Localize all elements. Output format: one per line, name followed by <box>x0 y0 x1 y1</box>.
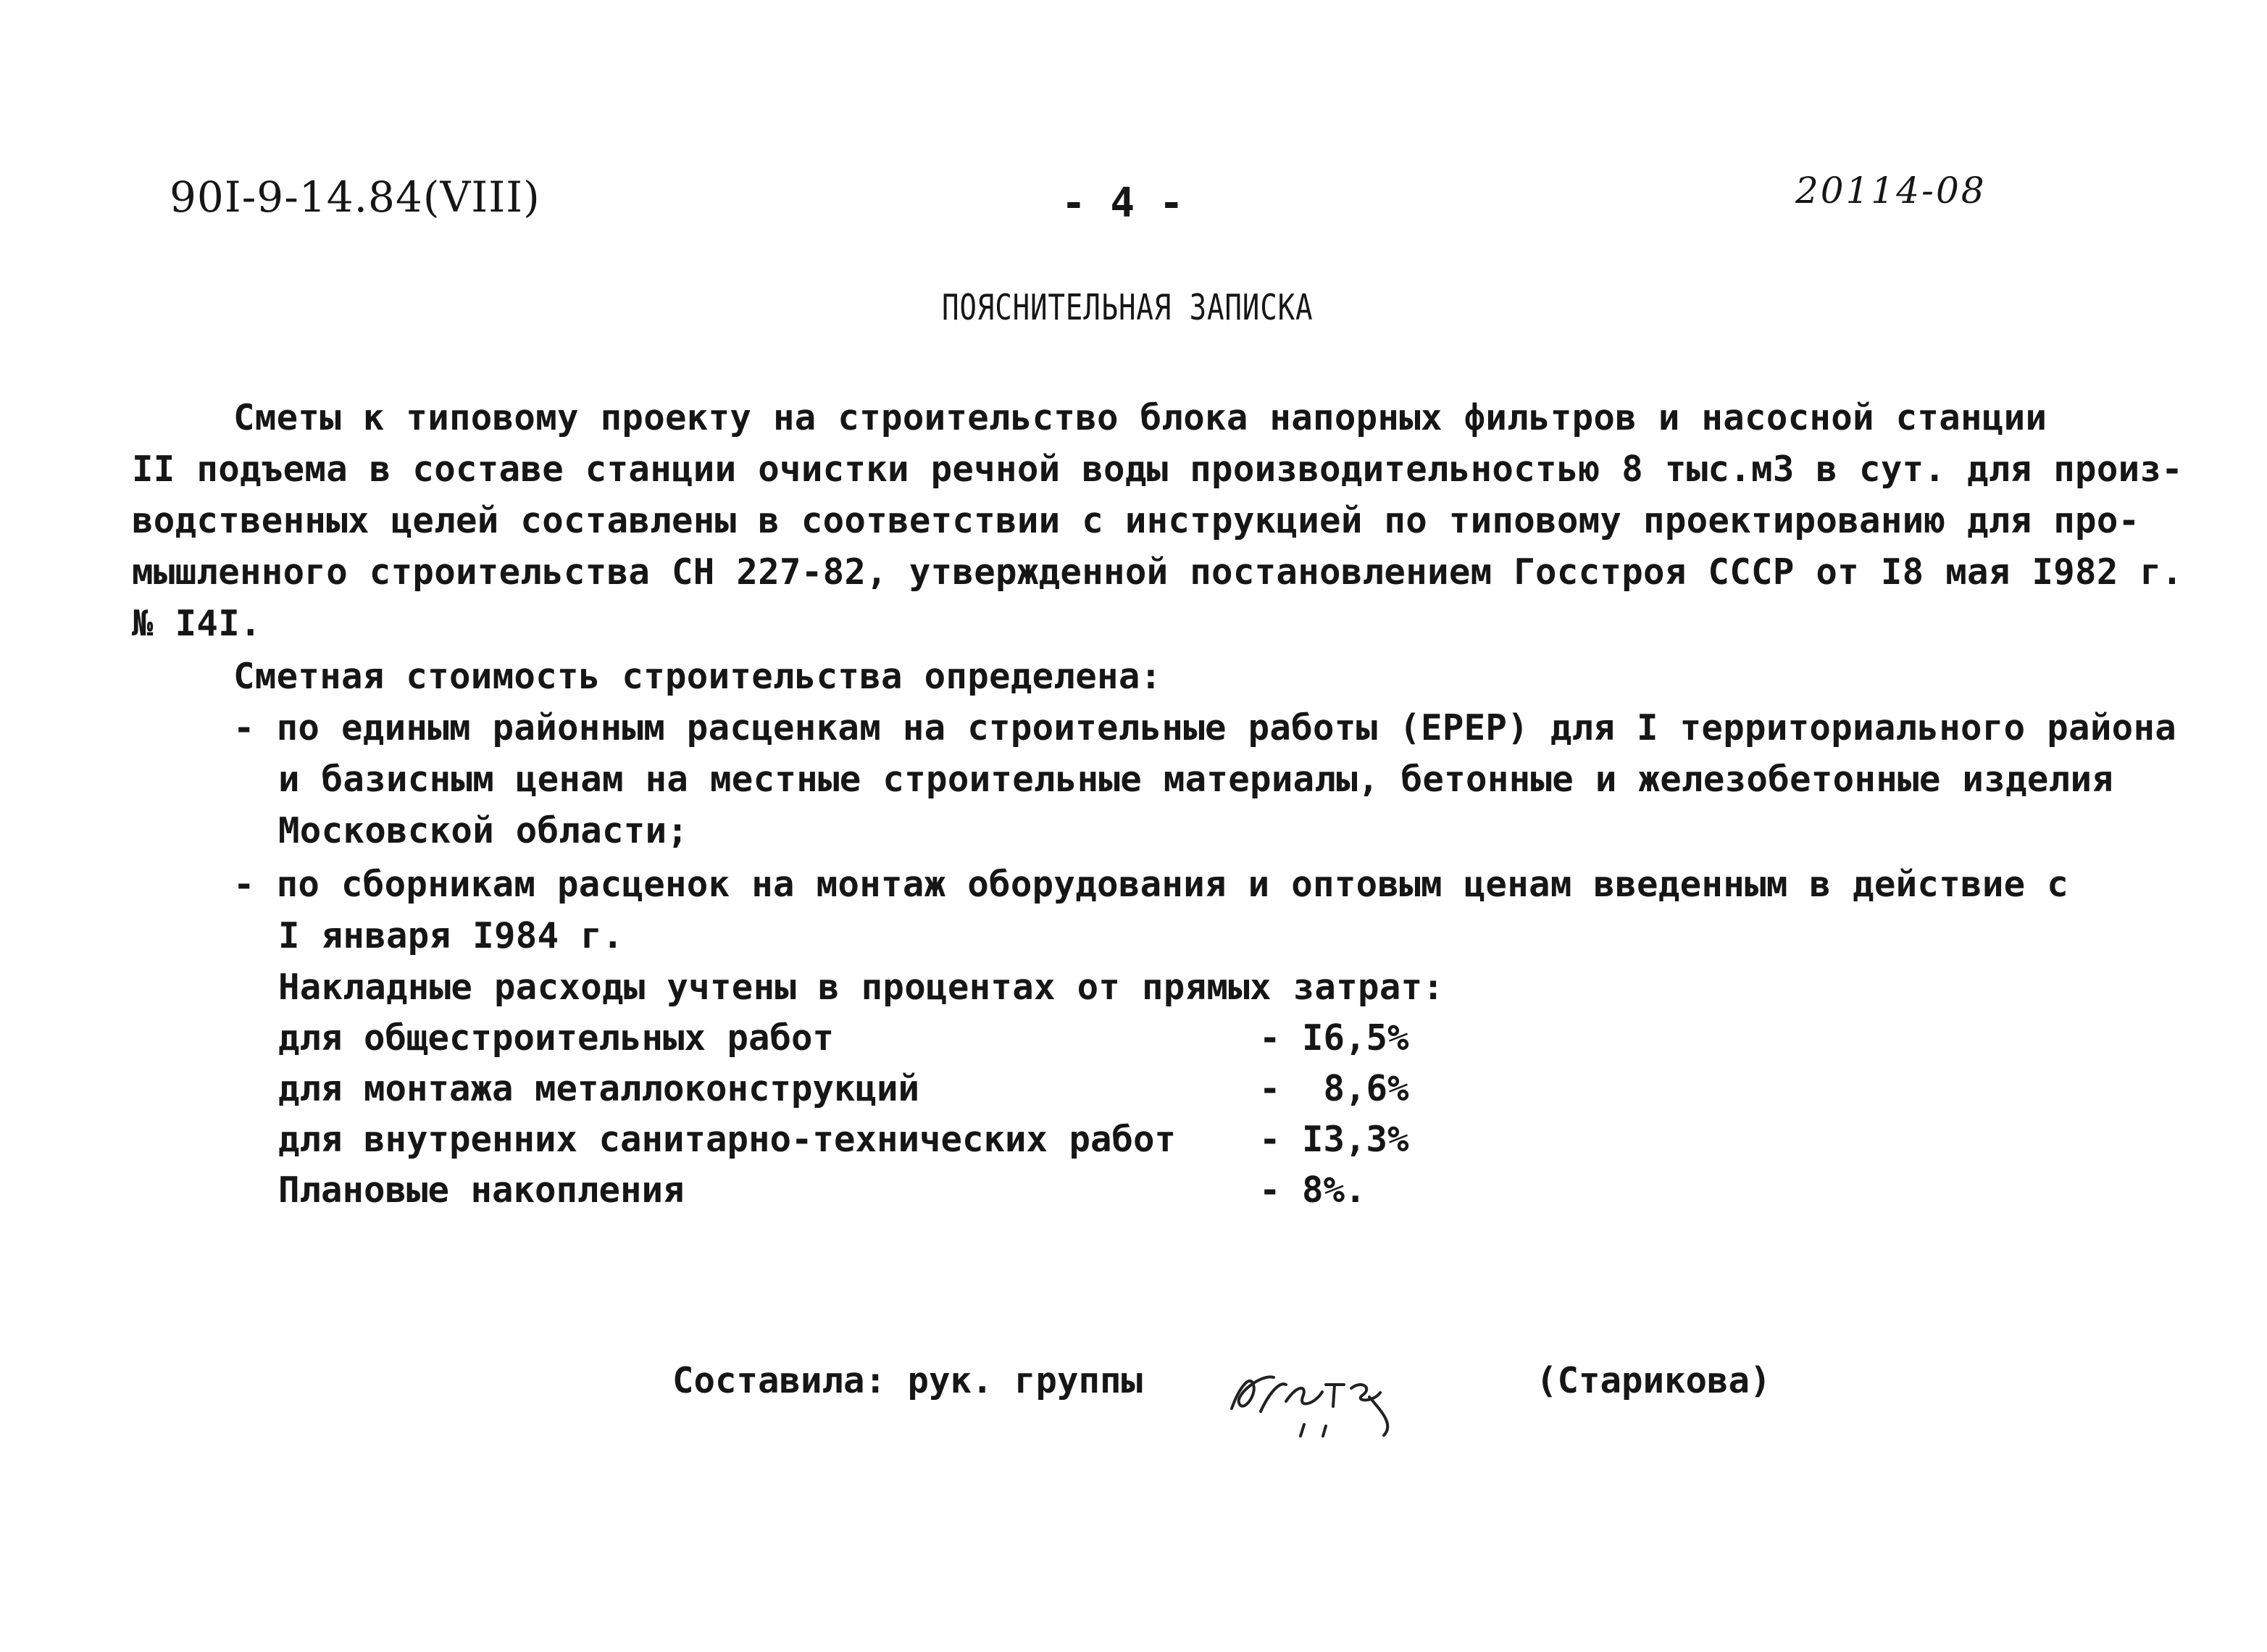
bullet1-line-2: и базисным ценам на местные строительные материалы, бетонные и железобетонные изделия <box>278 759 2114 800</box>
handwritten-signature <box>1217 1345 1435 1439</box>
inventory-number: 20114-08 <box>1795 170 1987 212</box>
para1-line-4: мышленного строительства СН 227-82, утвержденной постановлением Госстроя СССР от I8 мая I982 г. <box>132 551 2184 593</box>
document-code: 90I-9-14.84(VIII) <box>170 172 540 222</box>
page-number: - 4 - <box>1061 180 1184 227</box>
bullet1-line-1: - по единым районным расценкам на строительные работы (ЕРЕР) для I территориального района <box>233 707 2177 748</box>
rate-value-metal: - 8,6% <box>1259 1068 1409 1109</box>
bullet2-line-2: I января I984 г. <box>278 915 624 956</box>
rate-label-metal: для монтажа металлоконструкций <box>278 1068 920 1109</box>
document-title: ПОЯСНИТЕЛЬНАЯ ЗАПИСКА <box>942 287 1314 328</box>
rate-value-sanitary: - I3,3% <box>1259 1119 1409 1160</box>
rate-label-planned: Плановые накопления <box>278 1169 685 1211</box>
bullet1-line-3: Московской области; <box>278 810 689 851</box>
overhead-intro: Накладные расходы учтены в процентах от прямых затрат: <box>278 967 1445 1008</box>
para1-line-3: водственных целей составлены в соответствии с инструкцией по типовому проектированию для про- <box>132 500 2140 541</box>
rate-value-general: - I6,5% <box>1259 1017 1409 1059</box>
rate-label-general: для общестроительных работ <box>278 1017 835 1059</box>
rate-value-planned: - 8%. <box>1259 1169 1366 1211</box>
cost-intro: Сметная стоимость строительства определена: <box>233 656 1162 697</box>
bullet2-line-1: - по сборникам расценок на монтаж оборудования и оптовым ценам введенным в действие с <box>233 864 2069 905</box>
para1-line-1: Сметы к типовому проекту на строительство блока напорных фильтров и насосной станции <box>233 397 2047 438</box>
signatory-name: (Старикова) <box>1536 1360 1771 1401</box>
rate-label-sanitary: для внутренних санитарно-технических работ <box>278 1119 1177 1160</box>
signature-role: Составила: рук. группы <box>672 1360 1143 1401</box>
para1-line-5: № I4I. <box>132 603 262 644</box>
para1-line-2: II подъема в составе станции очистки речной воды производительностью 8 тыс.м3 в сут. для произ- <box>132 449 2184 490</box>
